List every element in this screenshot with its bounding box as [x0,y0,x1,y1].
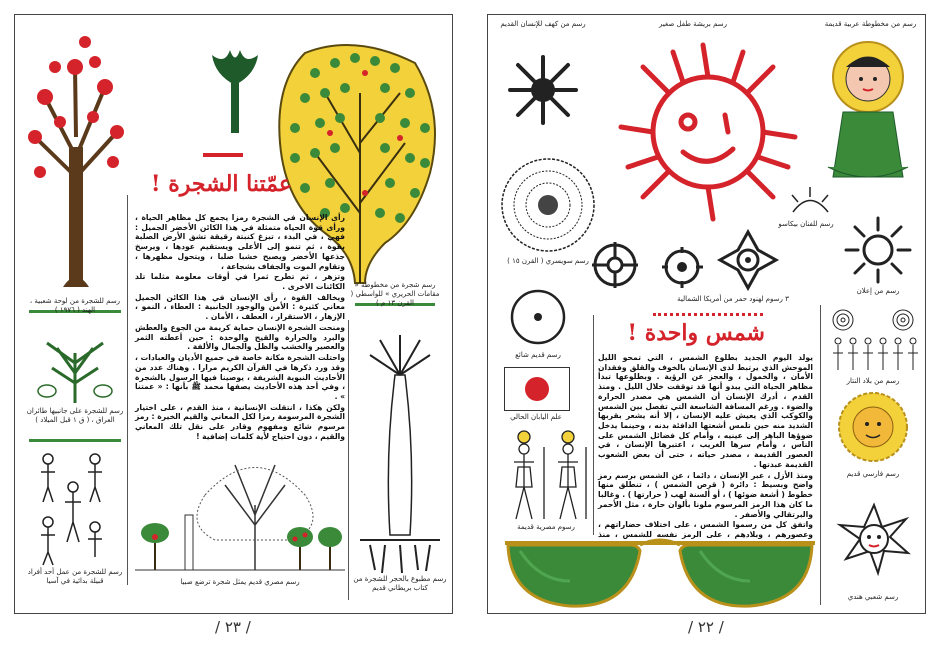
japan-flag [504,367,570,411]
caption-common: رسم قديم شائع [515,351,561,359]
japan-flag-sun [525,377,549,401]
caption-persian: رسم فارسي قديم [846,470,900,478]
caption-japan: علم اليابان الحالي [510,413,562,421]
africa-sun-illustration [828,305,918,375]
paragraph: ولكن هكذا ، انتقلت الإنسانية ، منذ القدم ، على اختيار الشجرة المرسومة رمزا لكل المعاني والقيم الخيرة : رمز مرسوم شائع ومفهوم وقادر على نقل تلك المعاني والقيم ، دون احتياج لأية كلمات إضافية ! [135,402,345,441]
caption-egyptian: رسوم مصرية قديمة [517,523,575,531]
caption-swiss: رسم سويسري ( القرن ١٥ ) [507,257,589,265]
american-sun-3-icon [718,230,778,290]
paragraph: واتفق كل من رسموا الشمس ، على اختلاف حضاراتهم ، وعصورهم ، وبلادهم ، على الرمز نفسه للشمس ، منذ [598,520,813,539]
persian-sun-icon [836,390,911,465]
right-page-title: شمس واحدة ! [627,320,765,346]
left-page-number: / ٢٣ / [215,618,251,636]
caption-indian: رسم شعبي هندي [847,593,899,601]
common-sun-icon [508,287,568,347]
cave-sun-icon [508,55,578,125]
caption-top-right-tree: رسم شجرة من مخطوطة « مقامات الحريري » للواسطي ( القرن ١٣ م ) [350,281,440,307]
egyptian-tree-illustration [135,445,345,575]
indian-sun-icon [838,503,910,575]
caption-figures-tree: رسم للشجرة من عمل أحد أفراد قبيلة بدائية في آسيا [27,568,123,585]
figures-tree-illustration [33,447,113,567]
paragraph: يولد اليوم الجديد بطلوع الشمس ، التي تمحو الليل الموحش الذي يرتبط لدى الإنسان بالخوف والقلق وفقدان الأمان ، والخمول ، والعجز عن الرؤية . وبطلوعها تبدأ مظاهر الحياة التي يبدو أنها قد توقفت خلال الليل . ومنذ القدم ، أدرك الإنسان أن الشمس هي مصدر الحرارة والضوء . ورغم المسافة الشاسعة التي تفصل بين الشمس والكوكب الذي يعيش عليه الإنسان ، إلا أنه يشعر بقربها الشديد منه حين تلمس أشعتها الدافئة بدنه ، وحينما يدخل ضوؤها الباهر إلى عينيه ، وأمام كل فضائل الشمس على الناس ، وأمام سرها الغريب ، اعتبرها الإنسان ، في العصور القديمة ، مصدر حياته ، حتى أن بعض الشعوب القديمة عبدتها . [598,353,813,469]
american-sun-1-icon [590,240,640,290]
left-divider [127,195,128,585]
egyptian-figures-illustration [502,427,592,522]
sunglasses-illustration [500,531,820,611]
left-page-title: عمّتنا الشجرة ! [150,171,292,197]
caption-manuscript: رسم من مخطوطة عربية قديمة [824,20,917,28]
paragraph: ومنحت الشجرة الإنسان حماية كريمة من الجوع والعطش والبرد والحرارة والقيح والوحدة : حين أعطته الثمر والعصير والخشب والظل والجمال والألفة . [135,322,345,352]
left-green-bar-mid [29,439,121,442]
caption-ad: رسم من إعلان [856,287,900,295]
ad-sun-icon [843,215,913,285]
left-page [14,14,453,614]
birds-tree-illustration [27,333,123,403]
caption-cave: رسم من كهف للإنسان القديم [500,20,586,28]
right-page-number: / ٢٢ / [688,618,724,636]
caption-child: رسم بريشة طفل صغير [658,20,728,28]
left-divider-2 [348,320,349,600]
paragraph: واحتلت الشجرة مكانة خاصة في جميع الأديان والعبادات ، وقد ورد ذكرها في القرآن الكريم مرارا . وهناك عدد من الأحاديث النبوية الشريفة ، يوصينا فيها الرسول بالشجرة ، وفي أحد هذه الأحاديث يصفها محمد ﷺ بأنها : « عمتنا » . [135,353,345,401]
american-sun-2-icon [660,245,705,290]
paragraph: ومنذ الأزل ، عبر الإنسان ، دائما ، عن الشمس برسم رمز واضح وبسيط : دائرة ( قرص الشمس ) ، تنطلق منها خطوط ( أشعة ضوئها ) ، أو ألسنة لهب ( حرارتها ) . وغالبا ما كان هذا الرمز المرسوم ملونا بألوان حارة ، مثل الأحمر والبرتقالي والأصفر . [598,470,813,519]
caption-africa: رسم من بلاد النتار [846,377,900,385]
caption-picasso: رسم للفنان بيكاسو [778,220,834,228]
right-divider-2 [820,305,821,605]
caption-top-left-tree: رسم للشجرة من لوحة شعبية ، الهند ( ١٩٧٦ ) [29,297,121,314]
title-dots [653,313,763,316]
swiss-sun-icon [498,155,598,255]
child-red-sun-icon [613,37,803,227]
right-body-text [598,353,813,550]
stone-print-tree-illustration [360,335,440,575]
caption-egyptian-tree: رسم مصري قديم يمثل شجرة ترضع صبيا [180,578,300,586]
right-divider [593,315,594,535]
paragraph: ويخالف القوة ، رأى الإنسان في هذا الكائن الجميل معاني كثيرة : الأمن والوجود الجانبية : العطاء ، النمو ، الإزهار ، الاستقرار ، العطف ، الأمان . [135,292,345,322]
title-underline [203,153,243,157]
left-body-text [135,213,345,443]
caption-birds-tree: رسم للشجرة على جانبيها طائران العراق ، ( ق ١ قبل الميلاد ) [26,407,124,424]
paragraph: رأى الإنسان في الشجرة رمزا يجمع كل مظاهر الحياة ، ورأى قوة الحياة متمثلة في هذا الكائن الأخضر الجميل : فهي ، في البدء ، تبزغ كنبتة رقيقة تشق الأرض الصلبة بقوة ، ثم تنمو إلى الأعلى ويستقيم عودها ، ويرسخ جذعها الأخضر ويصبح خشبا صلبا ، ويتحول مظهرها ، وتقاوم الموت والجفاف بشجاعة ، [135,213,345,271]
palm-tree-illustration [210,45,260,135]
caption-american: ٣ رسوم لهنود حمر من أمريكا الشمالية [677,295,789,303]
flower-tree-illustration [25,27,125,297]
manuscript-sun-figure-icon [818,37,918,187]
paragraph: وتزهر ، ثم تطرح ثمرا في أوقات معلومة مثلما تلد الكائنات الاخرى . [135,272,345,292]
picasso-sun-icon [788,187,833,217]
right-page [487,14,926,614]
caption-stone-tree: رسم مطبوع بالحجر للشجرة من كتاب بريطاني قديم [353,575,447,592]
